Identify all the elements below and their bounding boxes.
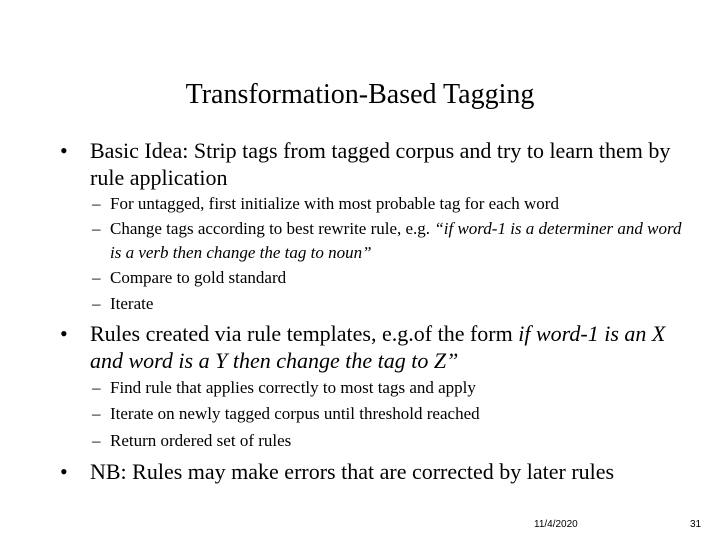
- bullet-nb: [60, 458, 680, 485]
- sub-item-text: [110, 217, 692, 265]
- sub-item-text: Find rule that applies correctly to most tags and apply: [110, 378, 476, 397]
- dash-icon: –: [92, 194, 101, 213]
- bullet-rule-templates: [60, 320, 680, 374]
- sub-item-compare: [92, 266, 692, 290]
- bullet-text-plain: Rules created via rule templates, e.g.of the form: [90, 321, 519, 346]
- sub-item-change-tags: [92, 217, 692, 265]
- dash-icon: –: [92, 431, 101, 450]
- sub-item-text: Iterate: [110, 294, 154, 313]
- sub-item-text-plain: Change tags according to best rewrite rule, e.g.: [110, 219, 435, 238]
- sub-item-find-rule: [92, 376, 692, 400]
- bullet-text-italic: if word-1 is an X and word is a Y then change the tag to Z”: [90, 321, 666, 373]
- sub-item-text-italic: “if word-1 is a determiner and word is a verb then change the tag to noun”: [110, 219, 682, 262]
- sub-item-return-rules: [92, 429, 692, 453]
- sub-item-text: Compare to gold standard: [110, 268, 287, 287]
- sub-item-text: For untagged, first initialize with most probable tag for each word: [110, 194, 559, 213]
- dash-icon: –: [92, 219, 101, 238]
- footer-page-number: 31: [690, 519, 702, 530]
- dash-icon: –: [92, 404, 101, 423]
- bullet-basic-idea: [60, 137, 680, 191]
- sub-item-initialize: [92, 192, 692, 216]
- bullet-icon: •: [60, 321, 68, 346]
- slide-title: Transformation-Based Tagging: [185, 79, 535, 110]
- dash-icon: –: [92, 268, 101, 287]
- bullet-icon: •: [60, 459, 68, 484]
- sub-item-text: Return ordered set of rules: [110, 431, 292, 450]
- dash-icon: –: [92, 294, 101, 313]
- bullet-icon: •: [60, 138, 68, 163]
- sub-item-text: Iterate on newly tagged corpus until threshold reached: [110, 404, 480, 423]
- sub-item-iterate: [92, 292, 692, 316]
- bullet-text: Basic Idea: Strip tags from tagged corpus and try to learn them by rule application: [90, 138, 671, 190]
- footer-date: 11/4/2020: [534, 519, 578, 530]
- bullet-text: [90, 320, 680, 374]
- bullet-text: NB: Rules may make errors that are corrected by later rules: [90, 459, 615, 484]
- dash-icon: –: [92, 378, 101, 397]
- sub-item-iterate-corpus: [92, 402, 692, 426]
